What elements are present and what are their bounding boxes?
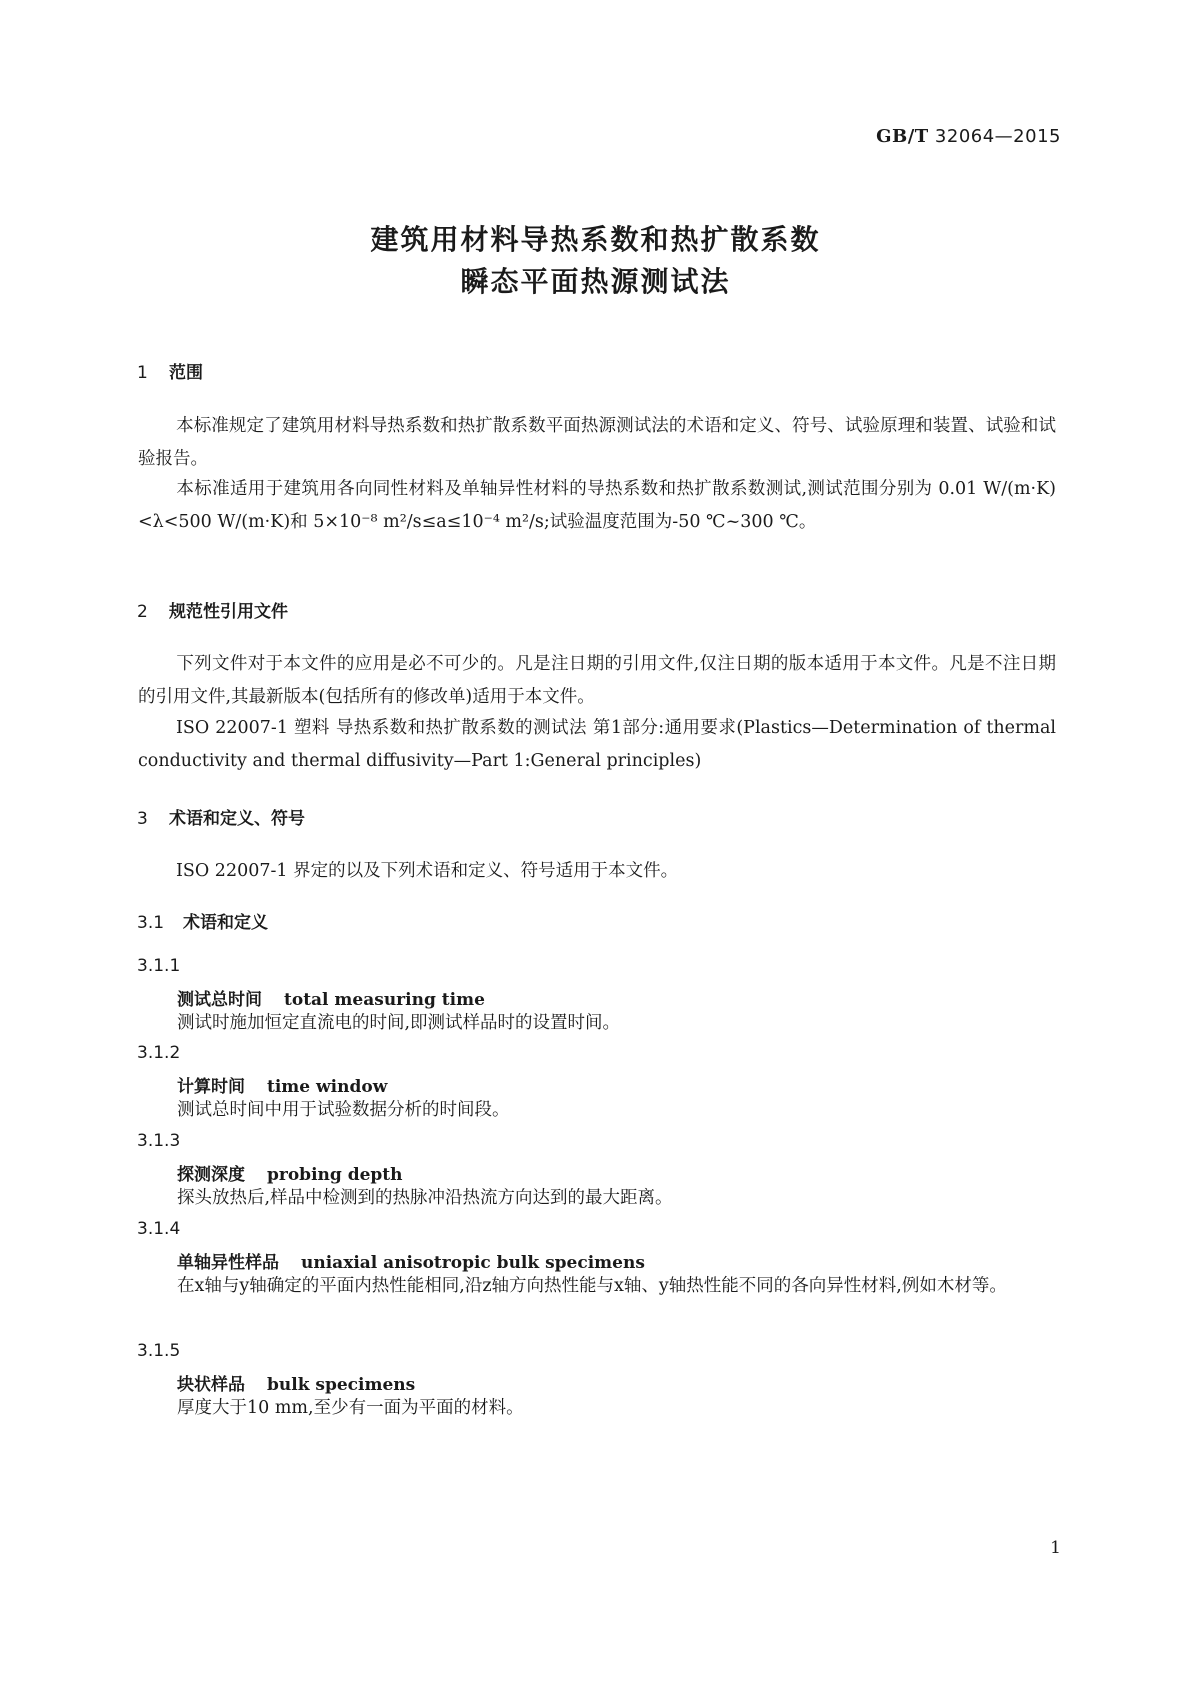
section-2-reference — [138, 712, 1056, 778]
term-en: time window — [267, 1077, 388, 1097]
term-definition — [138, 1182, 1056, 1215]
term-number: 3.1.3 — [137, 1131, 181, 1151]
term-number: 3.1.4 — [137, 1219, 181, 1239]
term-zh: 块状样品 — [177, 1375, 245, 1395]
section-number: 3.1 — [137, 913, 165, 933]
term-number: 3.1.5 — [137, 1341, 181, 1361]
term-en: probing depth — [267, 1165, 403, 1185]
term-definition — [138, 1094, 1056, 1127]
definition-text: 探头放热后,样品中检测到的热脉冲沿热流方向达到的最大距离。 — [177, 1188, 673, 1208]
section-title: 术语和定义 — [183, 913, 268, 933]
paragraph-text: 本标准规定了建筑用材料导热系数和热扩散系数平面热源测试法的术语和定义、符号、试验原理和装置、试验和试验报告。 — [138, 416, 1056, 469]
section-2-paragraph-1 — [138, 648, 1056, 714]
definition-text: 厚度大于10 mm,至少有一面为平面的材料。 — [177, 1398, 524, 1418]
term-definition — [138, 1392, 1056, 1425]
section-number: 3 — [137, 809, 148, 829]
term-en: uniaxial anisotropic bulk specimens — [301, 1253, 645, 1273]
section-1-paragraph-1 — [138, 410, 1056, 476]
section-3-paragraph-1 — [138, 855, 1056, 888]
term-definition — [138, 1007, 1056, 1040]
definition-text: 测试总时间中用于试验数据分析的时间段。 — [177, 1100, 510, 1120]
section-1-paragraph-2 — [138, 473, 1056, 539]
paragraph-text: 下列文件对于本文件的应用是必不可少的。凡是注日期的引用文件,仅注日期的版本适用于本文件。凡是不注日期的引用文件,其最新版本(包括所有的修改单)适用于本文件。 — [138, 654, 1056, 707]
definition-text: 测试时施加恒定直流电的时间,即测试样品时的设置时间。 — [177, 1013, 621, 1033]
document-title-line1: 建筑用材料导热系数和热扩散系数 — [370, 223, 821, 256]
standard-prefix: GB/T — [876, 126, 929, 147]
subsection-3-1-heading — [137, 908, 268, 933]
term-zh: 探测深度 — [177, 1165, 245, 1185]
section-2-heading — [137, 597, 288, 622]
paragraph-text: 本标准适用于建筑用各向同性材料及单轴异性材料的导热系数和热扩散系数测试,测试范围分别为 0.01 W/(m·K)<λ<500 W/(m·K)和 5×10⁻⁸ m²/s≤a≤10⁻⁴ m²/s;试验温度范围为-50 ℃~300 ℃。 — [138, 479, 1056, 532]
term-zh: 测试总时间 — [177, 990, 262, 1010]
document-title-line2: 瞬态平面热源测试法 — [460, 265, 731, 298]
page-number: 1 — [1050, 1538, 1061, 1558]
term-zh: 单轴异性样品 — [177, 1253, 279, 1273]
paragraph-text: ISO 22007-1 界定的以及下列术语和定义、符号适用于本文件。 — [176, 861, 679, 881]
term-en: total measuring time — [284, 990, 485, 1010]
standard-number: 32064—2015 — [934, 126, 1061, 147]
term-number: 3.1.2 — [137, 1043, 181, 1063]
section-3-heading — [137, 804, 305, 829]
section-title: 规范性引用文件 — [169, 602, 288, 622]
section-title: 范围 — [169, 363, 203, 383]
term-number: 3.1.1 — [137, 956, 181, 976]
term-definition — [138, 1270, 1056, 1303]
standard-code — [876, 126, 1061, 147]
section-number: 2 — [137, 602, 148, 622]
reference-text: ISO 22007-1 塑料 导热系数和热扩散系数的测试法 第1部分:通用要求(Plastics—Determination of thermal conductivity and thermal diffusivity—Part 1:General principles) — [138, 718, 1056, 771]
definition-text: 在x轴与y轴确定的平面内热性能相同,沿z轴方向热性能与x轴、y轴热性能不同的各向异性材料,例如木材等。 — [177, 1276, 1007, 1296]
term-zh: 计算时间 — [177, 1077, 245, 1097]
term-en: bulk specimens — [267, 1375, 416, 1395]
section-1-heading — [137, 358, 203, 383]
section-number: 1 — [137, 363, 148, 383]
section-title: 术语和定义、符号 — [169, 809, 305, 829]
